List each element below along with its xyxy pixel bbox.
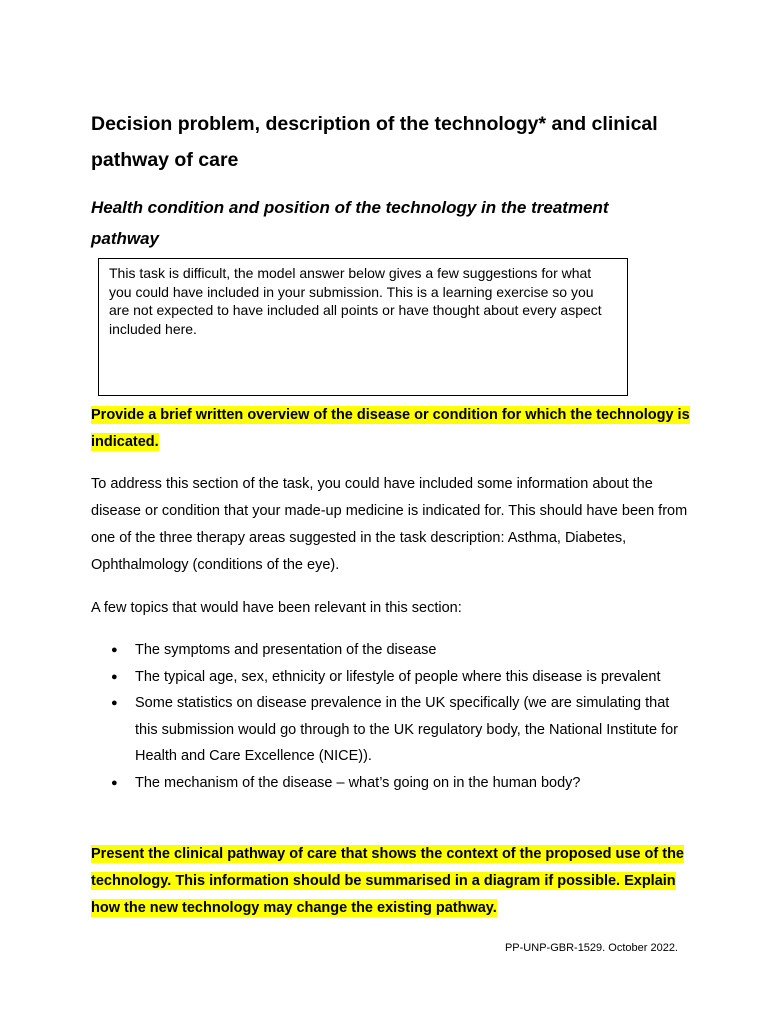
bullet-icon: ● [111,697,118,709]
list-item-text: The mechanism of the disease – what’s going on in the human body? [135,774,581,791]
task-prompt-overview [91,402,691,456]
note-box: This task is difficult, the model answer below gives a few suggestions for what you could have included in your submission. This is a learning exercise so you are not expected to have included all points or have thought about every aspect included here. [98,258,628,396]
document-reference-footer: PP-UNP-GBR-1529. October 2022. [504,942,678,954]
topics-intro-paragraph: A few topics that would have been relevant in this section: [91,600,462,616]
list-item-text: Some statistics on disease prevalence in the UK specifically (we are simulating that this submission would go through to the UK regulatory body, the National Institute for Health and Care Excellence (NICE)). [135,695,678,764]
section-heading: Decision problem, description of the technology* and clinical pathway of care [91,113,658,171]
list-item [91,664,691,691]
answer-paragraph: To address this section of the task, you could have included some information about the disease or condition that your made-up medicine is indicated for. This should have been from one of the three therapy areas suggested in the task description: Asthma, Diabetes, Ophthalmology (conditions of the eye). [91,476,688,573]
topics-list [91,637,691,796]
list-item [91,637,691,664]
bullet-icon: ● [111,776,118,789]
section-subheading: Health condition and position of the technology in the treatment pathway [91,198,609,248]
highlighted-prompt-text: Present the clinical pathway of care that shows the context of the proposed use of the technology. This information should be summarised in a diagram if possible. Explain how the new technology may change the existing pathway. [91,846,684,916]
list-item-text: The symptoms and presentation of the disease [135,642,437,658]
list-item [91,690,691,770]
bullet-icon: ● [111,670,118,683]
task-prompt-pathway [91,841,691,922]
list-item [91,770,691,797]
highlighted-prompt-text: Provide a brief written overview of the disease or condition for which the technology is indicated. [91,407,690,450]
bullet-icon: ● [111,644,118,656]
list-item-text: The typical age, sex, ethnicity or lifestyle of people where this disease is prevalent [135,668,661,685]
